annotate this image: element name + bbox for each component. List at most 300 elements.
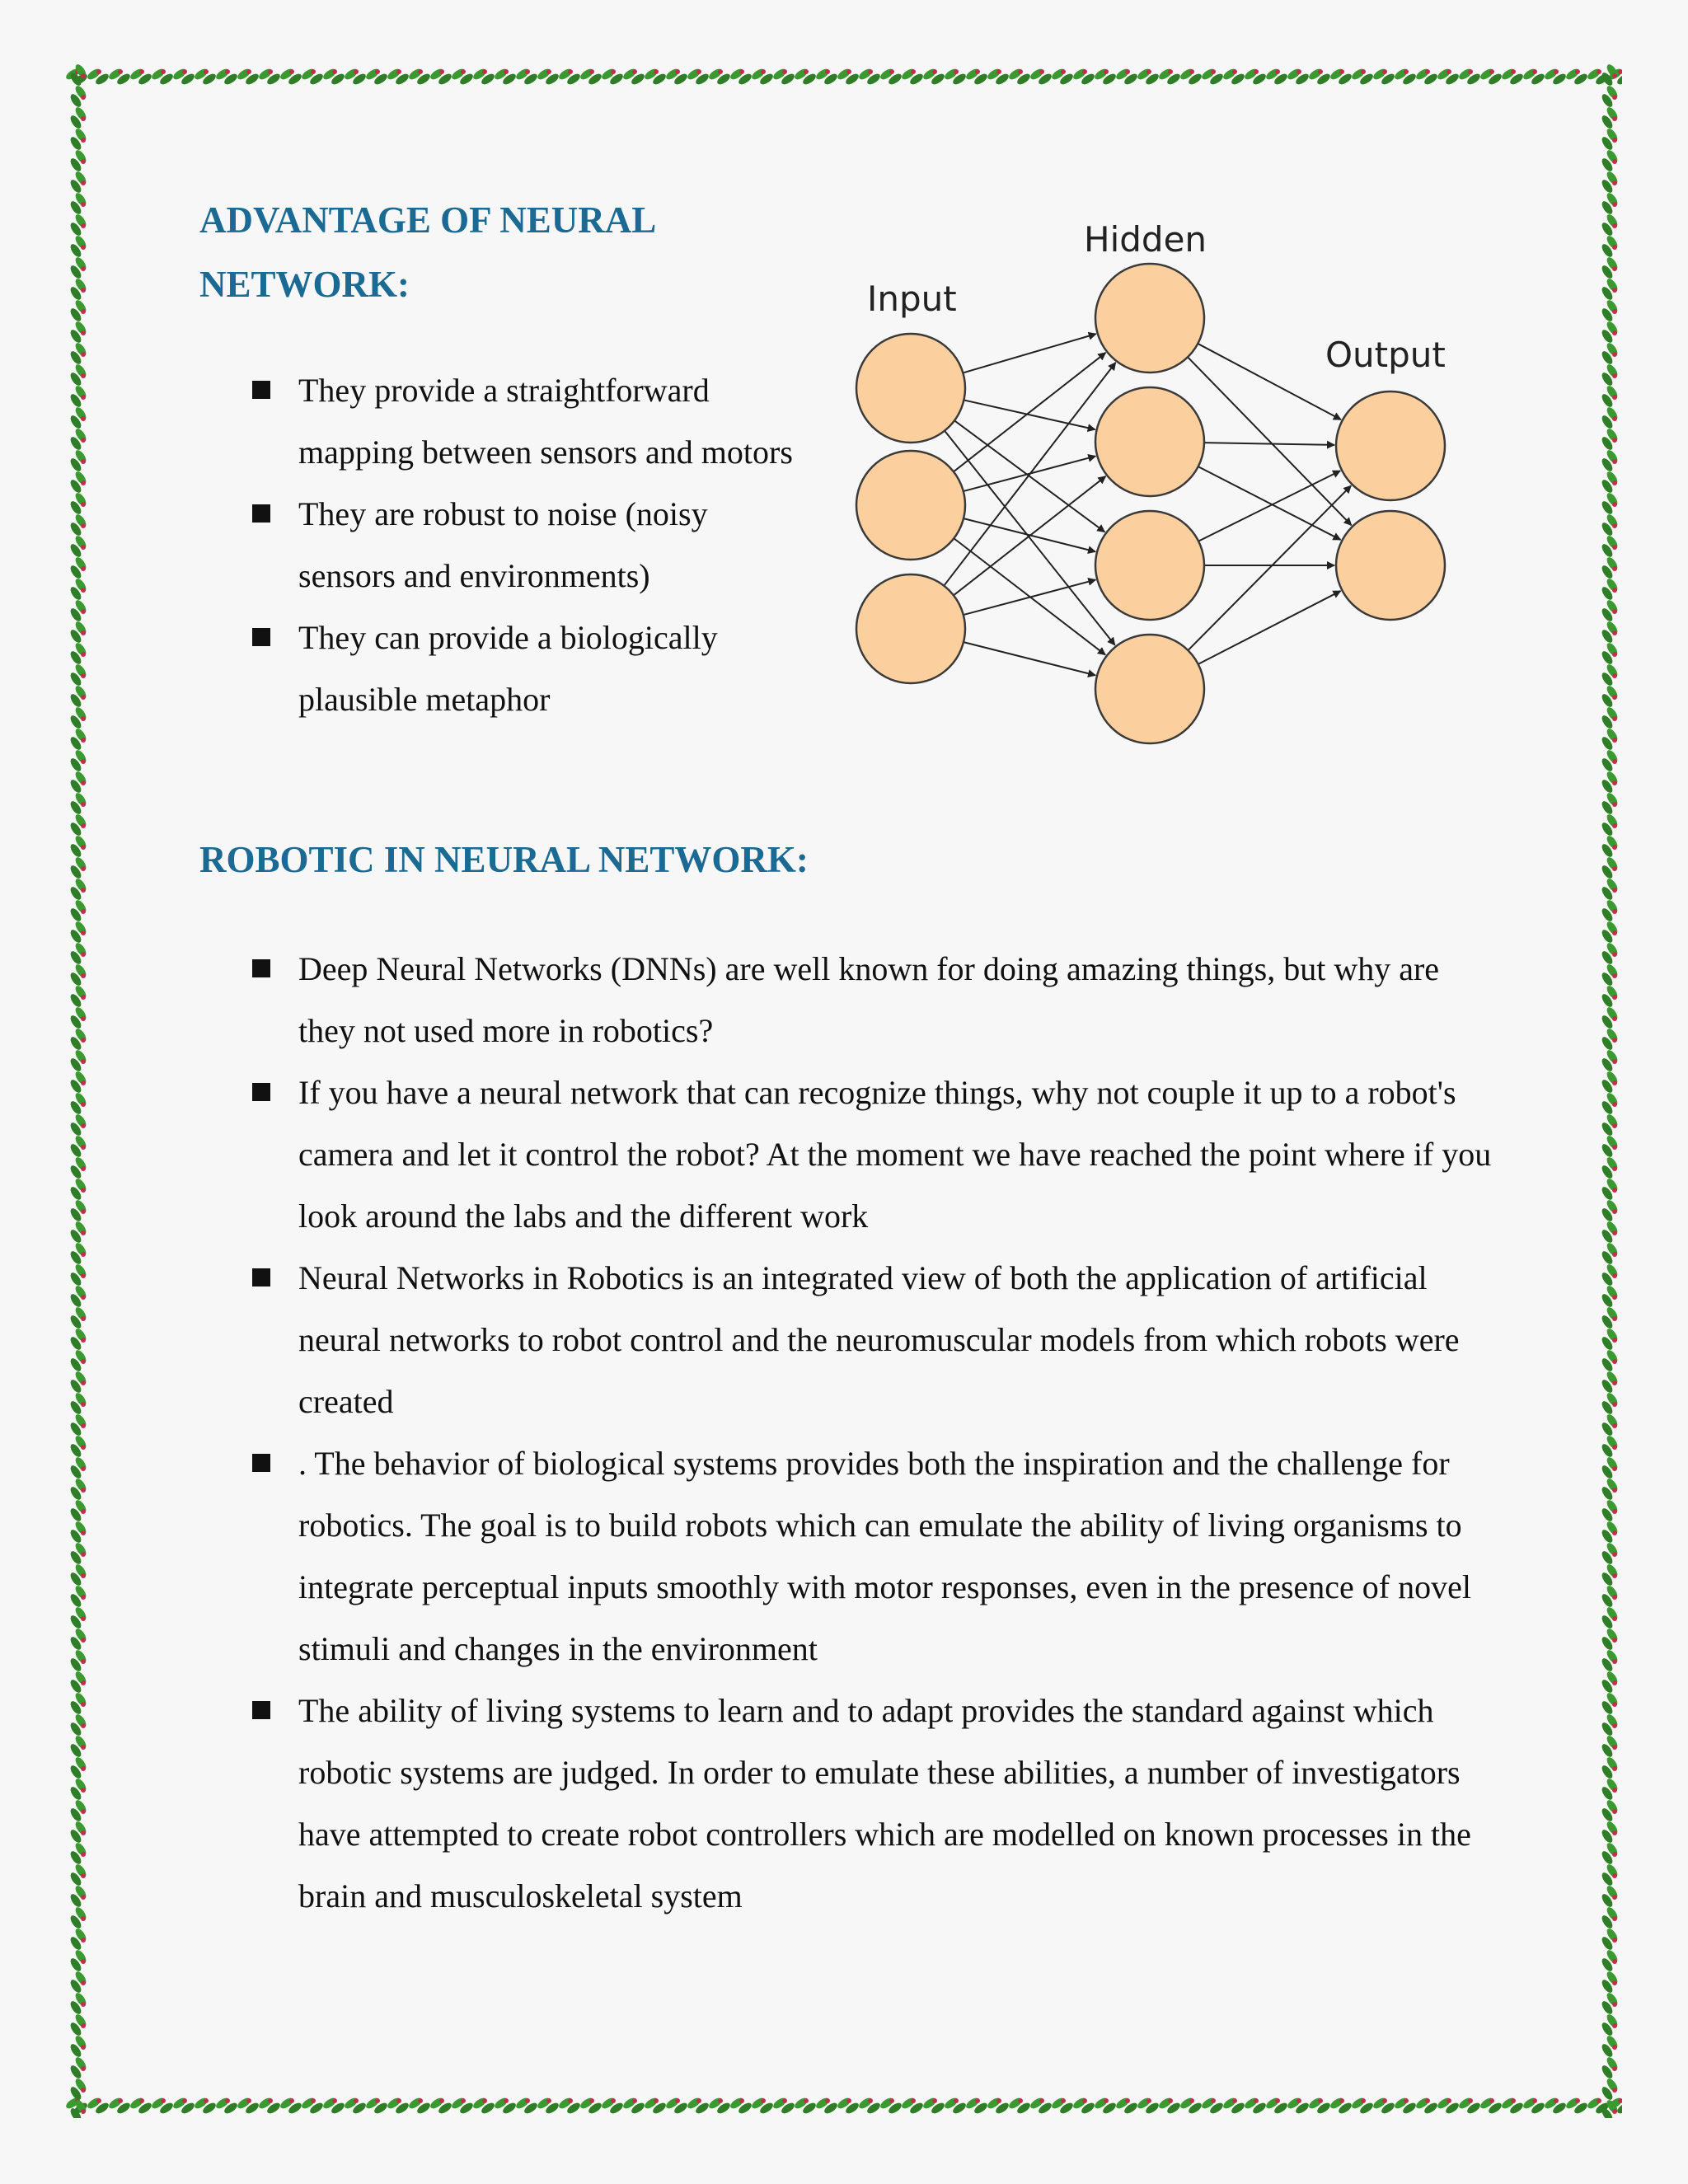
holly-leaf-icon (450, 2096, 475, 2116)
holly-leaf-icon (1600, 1391, 1620, 1416)
holly-leaf-icon (1307, 2096, 1332, 2116)
holly-leaf-icon (68, 898, 88, 923)
input-node (856, 451, 965, 560)
holly-leaf-icon (1600, 748, 1620, 773)
holly-leaf-icon (1600, 1241, 1620, 1266)
holly-leaf-icon (1543, 67, 1568, 87)
holly-leaf-icon (986, 67, 1010, 87)
holly-leaf-icon (1600, 1991, 1620, 2016)
list-item: Deep Neural Networks (DNNs) are well known for doing amazing things, but why are they not used more in robotics? (199, 938, 1502, 1062)
holly-leaf-icon (68, 105, 88, 130)
holly-leaf-icon (68, 298, 88, 323)
holly-leaf-icon (600, 2096, 625, 2116)
hidden-node (1095, 264, 1204, 373)
connection-arrow (1198, 466, 1341, 540)
holly-leaf-icon (68, 855, 88, 880)
connection-arrow (963, 334, 1095, 373)
holly-leaf-icon (1007, 2096, 1032, 2116)
holly-leaf-icon (1600, 320, 1620, 344)
holly-leaf-icon (236, 2096, 260, 2116)
holly-leaf-icon (1600, 898, 1620, 923)
holly-leaf-icon (1600, 1348, 1620, 1373)
holly-leaf-icon (1457, 67, 1482, 87)
bullet-square-icon (252, 504, 270, 523)
holly-leaf-icon (429, 67, 453, 87)
holly-leaf-icon (193, 67, 218, 87)
holly-leaf-icon (68, 620, 88, 644)
holly-leaf-icon (68, 341, 88, 366)
holly-leaf-icon (68, 555, 88, 580)
holly-leaf-icon (1600, 791, 1620, 816)
holly-leaf-icon (1600, 148, 1620, 173)
holly-leaf-icon (68, 84, 88, 109)
holly-leaf-icon (729, 67, 753, 87)
holly-leaf-icon (1600, 1434, 1620, 1459)
holly-leaf-icon (386, 67, 410, 87)
holly-leaf-icon (68, 191, 88, 216)
holly-leaf-icon (1600, 513, 1620, 537)
holly-leaf-icon (68, 1134, 88, 1159)
holly-leaf-icon (1600, 1670, 1620, 1694)
advantage-list (199, 359, 793, 730)
holly-leaf-icon (1600, 813, 1620, 837)
holly-leaf-icon (68, 1970, 88, 1994)
holly-leaf-icon (1286, 2096, 1311, 2116)
holly-leaf-icon (1543, 2096, 1568, 2116)
holly-leaf-icon (68, 1584, 88, 1609)
holly-leaf-icon (1029, 67, 1053, 87)
holly-leaf-icon (1600, 1541, 1620, 1566)
holly-leaf-icon (68, 320, 88, 344)
holly-leaf-icon (68, 641, 88, 666)
hidden-node (1095, 511, 1204, 620)
holly-leaf-icon (1457, 2096, 1482, 2116)
holly-leaf-icon (1200, 67, 1225, 87)
holly-leaf-icon (1600, 1734, 1620, 1759)
holly-leaf-icon (1600, 341, 1620, 366)
list-item: Neural Networks in Robotics is an integrated view of both the application of artificial neural networks to robot control and the neuromuscular models from which robots were created (199, 1247, 1502, 1432)
holly-leaf-icon (964, 2096, 989, 2116)
holly-leaf-icon (664, 2096, 689, 2116)
connection-arrow (1188, 485, 1351, 650)
holly-leaf-icon (1600, 1605, 1620, 1630)
holly-leaf-icon (171, 2096, 196, 2116)
holly-leaf-icon (68, 1113, 88, 1137)
holly-leaf-icon (1600, 920, 1620, 944)
holly-leaf-icon (407, 2096, 432, 2116)
connection-arrow (954, 420, 1104, 532)
holly-leaf-icon (471, 67, 496, 87)
holly-leaf-icon (814, 67, 839, 87)
holly-leaf-icon (686, 67, 710, 87)
advantage-heading: ADVANTAGE OF NEURAL NETWORK: (199, 199, 654, 305)
holly-leaf-icon (68, 1884, 88, 1909)
holly-leaf-icon (1600, 255, 1620, 280)
holly-leaf-icon (1564, 67, 1589, 87)
holly-leaf-icon (621, 2096, 646, 2116)
holly-leaf-icon (686, 2096, 710, 2116)
holly-leaf-icon (1600, 234, 1620, 259)
holly-leaf-icon (1600, 1027, 1620, 1052)
holly-leaf-icon (1179, 67, 1203, 87)
holly-leaf-icon (68, 384, 88, 409)
holly-leaf-icon (68, 1648, 88, 1673)
holly-leaf-icon (900, 2096, 925, 2116)
holly-leaf-icon (1600, 84, 1620, 109)
holly-leaf-icon (429, 2096, 453, 2116)
holly-leaf-icon (68, 1563, 88, 1587)
holly-leaf-icon (1264, 67, 1289, 87)
hidden-node (1095, 635, 1204, 743)
holly-leaf-icon (236, 67, 260, 87)
holly-leaf-icon (68, 834, 88, 859)
holly-leaf-icon (600, 67, 625, 87)
holly-leaf-icon (771, 2096, 796, 2116)
holly-leaf-icon (557, 67, 582, 87)
connection-arrow (954, 476, 1105, 595)
bullet-square-icon (252, 1083, 270, 1101)
holly-leaf-icon (1264, 2096, 1289, 2116)
holly-leaf-icon (1600, 405, 1620, 430)
list-item: They are robust to noise (noisy sensors and environments) (199, 483, 793, 607)
holly-leaf-icon (1600, 727, 1620, 752)
holly-leaf-icon (493, 2096, 518, 2116)
holly-leaf-icon (68, 513, 88, 537)
connection-arrow (1198, 471, 1340, 541)
holly-leaf-icon (150, 67, 175, 87)
holly-leaf-icon (707, 67, 732, 87)
holly-border-top (66, 64, 1622, 89)
holly-leaf-icon (68, 1798, 88, 1823)
holly-leaf-icon (1600, 1198, 1620, 1223)
holly-leaf-icon (1600, 1948, 1620, 1973)
holly-leaf-icon (536, 2096, 560, 2116)
holly-leaf-icon (279, 2096, 303, 2116)
holly-leaf-icon (1600, 1798, 1620, 1823)
holly-leaf-icon (921, 67, 946, 87)
holly-leaf-icon (1500, 67, 1525, 87)
bullet-square-icon (252, 959, 270, 977)
connection-arrow (1204, 443, 1334, 445)
holly-leaf-icon (1050, 2096, 1075, 2116)
holly-leaf-icon (1600, 555, 1620, 580)
holly-leaf-icon (1600, 984, 1620, 1009)
holly-leaf-icon (68, 598, 88, 623)
holly-leaf-icon (1600, 1113, 1620, 1137)
holly-leaf-icon (1600, 363, 1620, 387)
holly-leaf-icon (68, 1198, 88, 1223)
holly-leaf-icon (1522, 67, 1546, 87)
holly-leaf-icon (1600, 663, 1620, 687)
holly-border-right (1597, 64, 1622, 2118)
holly-leaf-icon (1372, 2096, 1396, 2116)
holly-leaf-icon (1157, 2096, 1182, 2116)
holly-leaf-icon (450, 67, 475, 87)
holly-leaf-icon (707, 2096, 732, 2116)
holly-leaf-icon (1600, 1498, 1620, 1523)
holly-leaf-icon (1600, 470, 1620, 494)
holly-leaf-icon (68, 1713, 88, 1737)
holly-leaf-icon (1600, 705, 1620, 730)
holly-leaf-icon (836, 67, 860, 87)
holly-leaf-icon (68, 813, 88, 837)
holly-leaf-icon (68, 577, 88, 602)
holly-leaf-icon (68, 1991, 88, 2016)
holly-leaf-icon (68, 234, 88, 259)
holly-leaf-icon (407, 67, 432, 87)
holly-leaf-icon (68, 1348, 88, 1373)
holly-leaf-icon (68, 427, 88, 452)
holly-border-bottom (66, 2093, 1622, 2118)
robotic-list (199, 938, 1502, 1927)
holly-leaf-icon (1600, 534, 1620, 559)
holly-leaf-icon (900, 67, 925, 87)
holly-leaf-icon (171, 67, 196, 87)
neural-network-diagram (832, 210, 1484, 758)
holly-leaf-icon (68, 727, 88, 752)
connection-arrow (1198, 344, 1341, 419)
holly-leaf-icon (1600, 1305, 1620, 1330)
bullet-square-icon (252, 381, 270, 399)
holly-leaf-icon (1329, 67, 1353, 87)
holly-leaf-icon (68, 491, 88, 516)
holly-leaf-icon (621, 67, 646, 87)
holly-leaf-icon (107, 67, 132, 87)
holly-leaf-icon (68, 1027, 88, 1052)
holly-leaf-icon (1600, 2055, 1620, 2080)
holly-leaf-icon (514, 2096, 539, 2116)
holly-leaf-icon (1600, 1155, 1620, 1180)
holly-leaf-icon (1243, 67, 1268, 87)
holly-leaf-icon (921, 2096, 946, 2116)
holly-leaf-icon (129, 67, 153, 87)
holly-leaf-icon (1600, 1691, 1620, 1716)
holly-leaf-icon (879, 2096, 903, 2116)
bullet-square-icon (252, 628, 270, 646)
holly-leaf-icon (68, 705, 88, 730)
holly-leaf-icon (986, 2096, 1010, 2116)
holly-leaf-icon (1600, 1627, 1620, 1652)
holly-leaf-icon (1600, 641, 1620, 666)
holly-leaf-icon (1564, 2096, 1589, 2116)
holly-leaf-icon (557, 2096, 582, 2116)
holly-leaf-icon (1600, 2098, 1620, 2118)
holly-leaf-icon (1600, 1777, 1620, 1802)
holly-leaf-icon (68, 1263, 88, 1287)
holly-leaf-icon (1600, 834, 1620, 859)
holly-leaf-icon (793, 2096, 818, 2116)
holly-leaf-icon (1007, 67, 1032, 87)
holly-leaf-icon (1600, 1134, 1620, 1159)
list-item: They can provide a biologically plausible metaphor (199, 607, 793, 730)
holly-leaf-icon (643, 67, 668, 87)
holly-leaf-icon (857, 67, 882, 87)
holly-leaf-icon (1600, 191, 1620, 216)
holly-leaf-icon (1600, 1584, 1620, 1609)
holly-leaf-icon (300, 67, 325, 87)
holly-leaf-icon (1600, 277, 1620, 302)
holly-leaf-icon (68, 148, 88, 173)
holly-leaf-icon (68, 1091, 88, 1116)
holly-leaf-icon (68, 1177, 88, 1202)
holly-leaf-icon (68, 1391, 88, 1416)
holly-leaf-icon (943, 67, 968, 87)
holly-leaf-icon (1600, 877, 1620, 902)
hidden-layer-label: Hidden (1084, 219, 1207, 260)
network-connections (944, 334, 1351, 675)
connection-arrow (964, 579, 1095, 615)
holly-leaf-icon (68, 405, 88, 430)
holly-leaf-icon (68, 534, 88, 559)
holly-leaf-icon (1600, 620, 1620, 644)
holly-leaf-icon (1600, 1755, 1620, 1780)
holly-leaf-icon (68, 1820, 88, 1844)
holly-leaf-icon (68, 170, 88, 194)
holly-leaf-icon (1071, 2096, 1096, 2116)
holly-leaf-icon (214, 2096, 239, 2116)
holly-leaf-icon (68, 770, 88, 794)
holly-leaf-icon (1600, 963, 1620, 987)
holly-leaf-icon (879, 67, 903, 87)
holly-leaf-icon (1522, 2096, 1546, 2116)
holly-leaf-icon (1093, 2096, 1118, 2116)
holly-leaf-icon (68, 1605, 88, 1630)
holly-leaf-icon (343, 2096, 368, 2116)
holly-leaf-icon (1350, 2096, 1375, 2116)
holly-leaf-icon (321, 2096, 346, 2116)
holly-leaf-icon (68, 963, 88, 987)
output-node (1336, 391, 1445, 500)
holly-leaf-icon (1179, 2096, 1203, 2116)
holly-leaf-icon (68, 1520, 88, 1544)
hidden-node (1095, 387, 1204, 496)
holly-leaf-icon (1600, 170, 1620, 194)
holly-leaf-icon (68, 448, 88, 473)
holly-leaf-icon (1600, 1820, 1620, 1844)
holly-leaf-icon (1600, 684, 1620, 709)
holly-leaf-icon (1372, 67, 1396, 87)
holly-leaf-icon (1600, 770, 1620, 794)
holly-leaf-icon (68, 64, 88, 87)
holly-leaf-icon (1600, 1905, 1620, 1930)
holly-leaf-icon (68, 255, 88, 280)
holly-leaf-icon (1071, 67, 1096, 87)
holly-leaf-icon (1114, 67, 1139, 87)
holly-leaf-icon (1136, 2096, 1160, 2116)
holly-leaf-icon (364, 2096, 389, 2116)
holly-leaf-icon (1600, 1648, 1620, 1673)
holly-leaf-icon (1600, 1455, 1620, 1480)
holly-leaf-icon (1600, 127, 1620, 152)
holly-leaf-icon (343, 67, 368, 87)
holly-leaf-icon (68, 1927, 88, 1952)
holly-leaf-icon (579, 67, 603, 87)
holly-leaf-icon (68, 1477, 88, 1502)
bullet-square-icon (252, 1701, 270, 1719)
holly-leaf-icon (1029, 2096, 1053, 2116)
holly-leaf-icon (1600, 2077, 1620, 2102)
holly-leaf-icon (750, 2096, 775, 2116)
holly-leaf-icon (1286, 67, 1311, 87)
holly-leaf-icon (943, 2096, 968, 2116)
holly-leaf-icon (1093, 67, 1118, 87)
holly-leaf-icon (771, 67, 796, 87)
holly-leaf-icon (1221, 67, 1246, 87)
holly-leaf-icon (1350, 67, 1375, 87)
holly-leaf-icon (68, 1777, 88, 1802)
holly-leaf-icon (1600, 105, 1620, 130)
holly-leaf-icon (386, 2096, 410, 2116)
input-layer-label: Input (867, 279, 957, 319)
holly-leaf-icon (1200, 2096, 1225, 2116)
holly-leaf-icon (1329, 2096, 1353, 2116)
holly-leaf-icon (1600, 298, 1620, 323)
holly-leaf-icon (1600, 1713, 1620, 1737)
holly-leaf-icon (664, 67, 689, 87)
holly-leaf-icon (68, 663, 88, 687)
holly-leaf-icon (129, 2096, 153, 2116)
holly-leaf-icon (514, 67, 539, 87)
robotic-heading: ROBOTIC IN NEURAL NETWORK: (199, 839, 809, 880)
output-layer-label: Output (1325, 335, 1446, 375)
output-node (1336, 511, 1445, 620)
holly-leaf-icon (321, 67, 346, 87)
holly-leaf-icon (750, 67, 775, 87)
holly-leaf-icon (68, 2077, 88, 2102)
holly-leaf-icon (1600, 577, 1620, 602)
holly-leaf-icon (1243, 2096, 1268, 2116)
holly-leaf-icon (68, 2034, 88, 2059)
holly-leaf-icon (68, 1455, 88, 1480)
holly-leaf-icon (68, 1541, 88, 1566)
holly-leaf-icon (300, 2096, 325, 2116)
holly-leaf-icon (68, 1070, 88, 1094)
holly-leaf-icon (1500, 2096, 1525, 2116)
holly-leaf-icon (1393, 2096, 1418, 2116)
holly-leaf-icon (814, 2096, 839, 2116)
holly-leaf-icon (1393, 67, 1418, 87)
holly-leaf-icon (193, 2096, 218, 2116)
holly-leaf-icon (1600, 1884, 1620, 1909)
holly-leaf-icon (1600, 1005, 1620, 1030)
list-item: They provide a straightforward mapping between sensors and motors (199, 359, 793, 483)
holly-leaf-icon (1136, 67, 1160, 87)
holly-leaf-icon (1600, 213, 1620, 237)
holly-leaf-icon (68, 1841, 88, 1866)
input-node (856, 574, 965, 683)
holly-leaf-icon (68, 127, 88, 152)
holly-leaf-icon (1600, 448, 1620, 473)
holly-leaf-icon (1050, 67, 1075, 87)
bullet-square-icon (252, 1268, 270, 1286)
holly-leaf-icon (68, 2098, 88, 2118)
holly-leaf-icon (68, 1670, 88, 1694)
holly-leaf-icon (68, 2055, 88, 2080)
holly-leaf-icon (1600, 855, 1620, 880)
list-item: The ability of living systems to learn and to adapt provides the standard against which robotic systems are judged. In order to emulate these abilities, a number of investigators have attempted to create robot controllers which are modelled on known processes in the brain and musculoskeletal system (199, 1680, 1502, 1927)
holly-leaf-icon (964, 67, 989, 87)
holly-leaf-icon (68, 1241, 88, 1266)
holly-leaf-icon (1600, 1927, 1620, 1952)
holly-leaf-icon (68, 277, 88, 302)
holly-leaf-icon (68, 1155, 88, 1180)
holly-leaf-icon (1600, 1520, 1620, 1544)
list-item: . The behavior of biological systems provides both the inspiration and the challenge for robotics. The goal is to build robots which can emulate the ability of living organisms to integrate perceptual inputs smoothly with motor responses, even in the presence of novel stimuli and changes in the environment (199, 1432, 1502, 1680)
holly-leaf-icon (1600, 1370, 1620, 1394)
holly-leaf-icon (1600, 1263, 1620, 1287)
connection-arrow (1198, 591, 1341, 664)
holly-leaf-icon (1436, 2096, 1461, 2116)
